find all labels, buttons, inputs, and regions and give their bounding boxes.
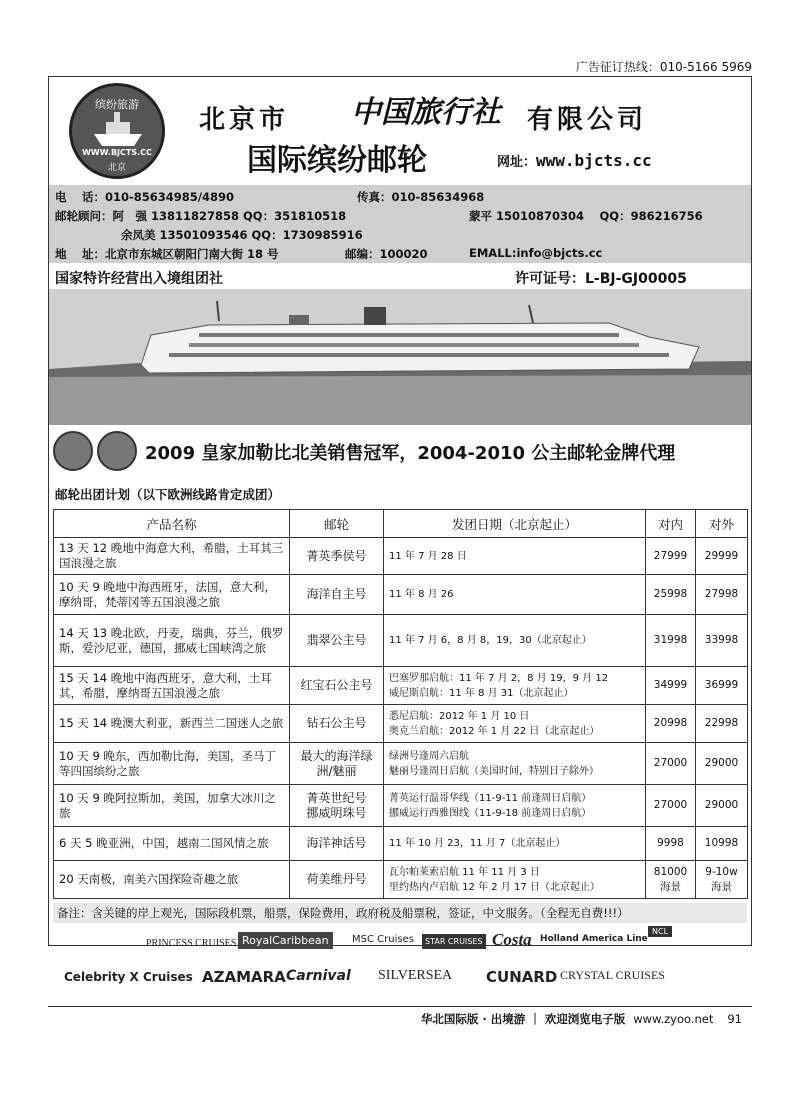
license-left: 国家特许经营出入境组团社 <box>55 271 223 287</box>
footer-site[interactable]: www.zyoo.net <box>633 1012 714 1026</box>
dates-cell: 巴塞罗那启航：11 年 7 月 2，8 月 19，9 月 12 威尼斯启航：11 年 8 月 31（北京起止） <box>384 667 646 705</box>
dates-cell: 瓦尔帕莱索启航 11 年 11 月 3 日 里约热内卢启航 12 年 2 月 17 日（北京起止） <box>384 861 646 899</box>
inner-price-cell: 27999 <box>646 538 696 575</box>
logo-ncl: NCL <box>648 926 672 937</box>
contact-advisor-3: 余凤美 13501093546 QQ：1730985916 <box>121 228 363 242</box>
outer-price-cell: 10998 <box>696 827 748 861</box>
award-headline: 2009 皇家加勒比北美销售冠军，2004-2010 公主邮轮金牌代理 <box>145 443 676 464</box>
table-row <box>54 827 748 861</box>
cruise-line-logos <box>60 926 740 996</box>
dates-cell: 11 年 7 月 6，8 月 8，19，30（北京起止） <box>384 615 646 667</box>
ship-cell: 钻石公主号 <box>290 705 384 743</box>
dates-cell: 悉尼启航：2012 年 1 月 10 日 奥克兰启航：2012 年 1 月 22 日（北京起止） <box>384 705 646 743</box>
dates-cell: 11 年 7 月 28 日 <box>384 538 646 575</box>
contact-postcode: 邮编：100020 <box>345 247 428 261</box>
inner-price-cell: 20998 <box>646 705 696 743</box>
contact-fax: 传真：010-85634968 <box>357 190 485 204</box>
license-number: 许可证号：L-BJ-GJ00005 <box>515 271 687 287</box>
ship-cell: 翡翠公主号 <box>290 615 384 667</box>
ad-hotline: 广告征订热线：010-5166 5969 <box>575 60 752 74</box>
table-row <box>54 575 748 615</box>
cruise-ship-image <box>49 289 751 425</box>
awards-bar <box>49 425 751 475</box>
inner-price-cell: 25998 <box>646 575 696 615</box>
ship-cell: 荷美维丹号 <box>290 861 384 899</box>
contact-advisor-2: 蒙平 15010870304 QQ：986216756 <box>469 209 703 223</box>
table-header-row <box>54 510 748 538</box>
contact-email: EMALL:info@bjcts.cc <box>469 246 603 260</box>
table-row <box>54 785 748 827</box>
product-cell: 10 天 9 晚阿拉斯加，美国，加拿大冰川之旅 <box>54 785 290 827</box>
logo-star-cruises: STAR CRUISES <box>422 934 486 949</box>
col-inner-price: 对内 <box>646 510 696 538</box>
dates-cell: 绿洲号逢周六启航 魅丽号逢周日启航（美国时间，特别日子除外） <box>384 743 646 785</box>
remark-note: 备注：含关键的岸上观光，国际段机票，船票，保险费用，政府税及船票税，签证，中文服务。（全程无自费!!!） <box>53 903 747 923</box>
product-cell: 13 天 12 晚地中海意大利，希腊，土耳其三国浪漫之旅 <box>54 538 290 575</box>
cruise-plan-table <box>53 509 748 899</box>
product-cell: 14 天 13 晚北欧，丹麦，瑞典，芬兰，俄罗斯，爱沙尼亚，德国，挪威七国峡湾之旅 <box>54 615 290 667</box>
logo-azamara: AZAMARA <box>202 968 286 986</box>
outer-price-cell: 29000 <box>696 743 748 785</box>
col-outer-price: 对外 <box>696 510 748 538</box>
logo-silversea: SILVERSEA <box>378 968 453 983</box>
cruise-ship-photo <box>49 289 751 425</box>
product-cell: 10 天 9 晚地中海西班牙，法国，意大利，摩纳哥，梵蒂冈等五国浪漫之旅 <box>54 575 290 615</box>
table-row <box>54 743 748 785</box>
page-footer <box>421 1011 742 1027</box>
table-row <box>54 667 748 705</box>
logo-celebrity: Celebrity X Cruises <box>64 970 193 984</box>
header <box>49 77 751 185</box>
footer-divider <box>48 1006 752 1007</box>
dates-cell: 11 年 8 月 26 <box>384 575 646 615</box>
col-product: 产品名称 <box>54 510 290 538</box>
contact-phone: 电 话：010-85634985/4890 <box>55 190 235 204</box>
logo-msc: MSC Cruises <box>352 934 414 945</box>
award-badge-icon <box>53 431 93 471</box>
ship-cell: 菁英季侯号 <box>290 538 384 575</box>
company-prefix: 北京市 <box>199 105 290 135</box>
logo-royal-caribbean: RoyalCaribbean <box>238 932 333 949</box>
company-subtitle: 国际缤纷邮轮 <box>247 143 427 178</box>
product-cell: 20 天南极，南美六国探险奇趣之旅 <box>54 861 290 899</box>
product-cell: 15 天 14 晚澳大利亚，新西兰二国迷人之旅 <box>54 705 290 743</box>
logo-costa: Costa <box>492 930 532 949</box>
plan-title: 邮轮出团计划（以下欧洲线路肯定成团） <box>55 487 281 502</box>
table-row <box>54 861 748 899</box>
logo-top-text: 缤纷旅游 <box>95 98 139 111</box>
inner-price-cell: 27000 <box>646 743 696 785</box>
product-cell: 6 天 5 晚亚洲，中国，越南二国风情之旅 <box>54 827 290 861</box>
company-logo <box>69 83 165 179</box>
ad-frame <box>48 76 752 946</box>
outer-price-cell: 22998 <box>696 705 748 743</box>
contact-address: 地 址：北京市东城区朝阳门南大街 18 号 <box>55 247 279 261</box>
award-medal-icon <box>97 431 137 471</box>
product-cell: 15 天 14 晚地中海西班牙，意大利，土耳其，希腊，摩纳哥五国浪漫之旅 <box>54 667 290 705</box>
logo-holland-america: Holland America Line <box>540 934 648 944</box>
ship-cell: 红宝石公主号 <box>290 667 384 705</box>
page-number: 91 <box>727 1012 742 1026</box>
table-row <box>54 538 748 575</box>
product-cell: 10 天 9 晚东，西加勒比海，美国，圣马丁等四国缤纷之旅 <box>54 743 290 785</box>
outer-price-cell: 36999 <box>696 667 748 705</box>
table-body <box>54 538 748 899</box>
table-row <box>54 705 748 743</box>
dates-cell: 11 年 10 月 23，11 月 7（北京起止） <box>384 827 646 861</box>
logo-crystal: CRYSTAL CRUISES <box>560 968 665 982</box>
logo-cunard: CUNARD <box>486 968 558 986</box>
ship-cell: 海洋自主号 <box>290 575 384 615</box>
col-ship: 邮轮 <box>290 510 384 538</box>
outer-price-cell: 27998 <box>696 575 748 615</box>
col-dates: 发团日期（北京起止） <box>384 510 646 538</box>
outer-price-cell: 29999 <box>696 538 748 575</box>
outer-price-cell: 29000 <box>696 785 748 827</box>
logo-city: 北京 <box>107 163 126 173</box>
company-brand: 中国旅行社 <box>351 95 501 130</box>
logo-carnival: Carnival <box>286 968 351 984</box>
ship-cell: 最大的海洋绿洲/魅丽 <box>290 743 384 785</box>
logo-url: WWW.BJCTS.CC <box>82 148 152 157</box>
outer-price-cell: 9-10w 海景 <box>696 861 748 899</box>
inner-price-cell: 34999 <box>646 667 696 705</box>
inner-price-cell: 81000 海景 <box>646 861 696 899</box>
footer-edition: 华北国际版 · 出境游 ｜ 欢迎浏览电子版 <box>420 1012 626 1026</box>
contact-panel <box>49 185 751 263</box>
company-suffix: 有限公司 <box>527 105 648 135</box>
table-row <box>54 615 748 667</box>
logo-princess: PRINCESS CRUISES <box>146 938 237 949</box>
outer-price-cell: 33998 <box>696 615 748 667</box>
ship-cell: 菁英世纪号 挪威明珠号 <box>290 785 384 827</box>
inner-price-cell: 9998 <box>646 827 696 861</box>
ship-logo-icon <box>90 110 146 148</box>
ship-cell: 海洋神话号 <box>290 827 384 861</box>
inner-price-cell: 31998 <box>646 615 696 667</box>
website-url[interactable]: www.bjcts.cc <box>536 151 652 170</box>
website-label: 网址： <box>497 155 537 170</box>
license-bar <box>49 263 751 289</box>
contact-advisor-1: 邮轮顾问：阿 强 13811827858 QQ：351810518 <box>55 209 347 223</box>
inner-price-cell: 27000 <box>646 785 696 827</box>
dates-cell: 菁英运行温哥华线（11-9-11 前逢周日启航） 挪威运行西雅图线（11-9-18 前逢周日启航） <box>384 785 646 827</box>
website <box>497 151 652 170</box>
